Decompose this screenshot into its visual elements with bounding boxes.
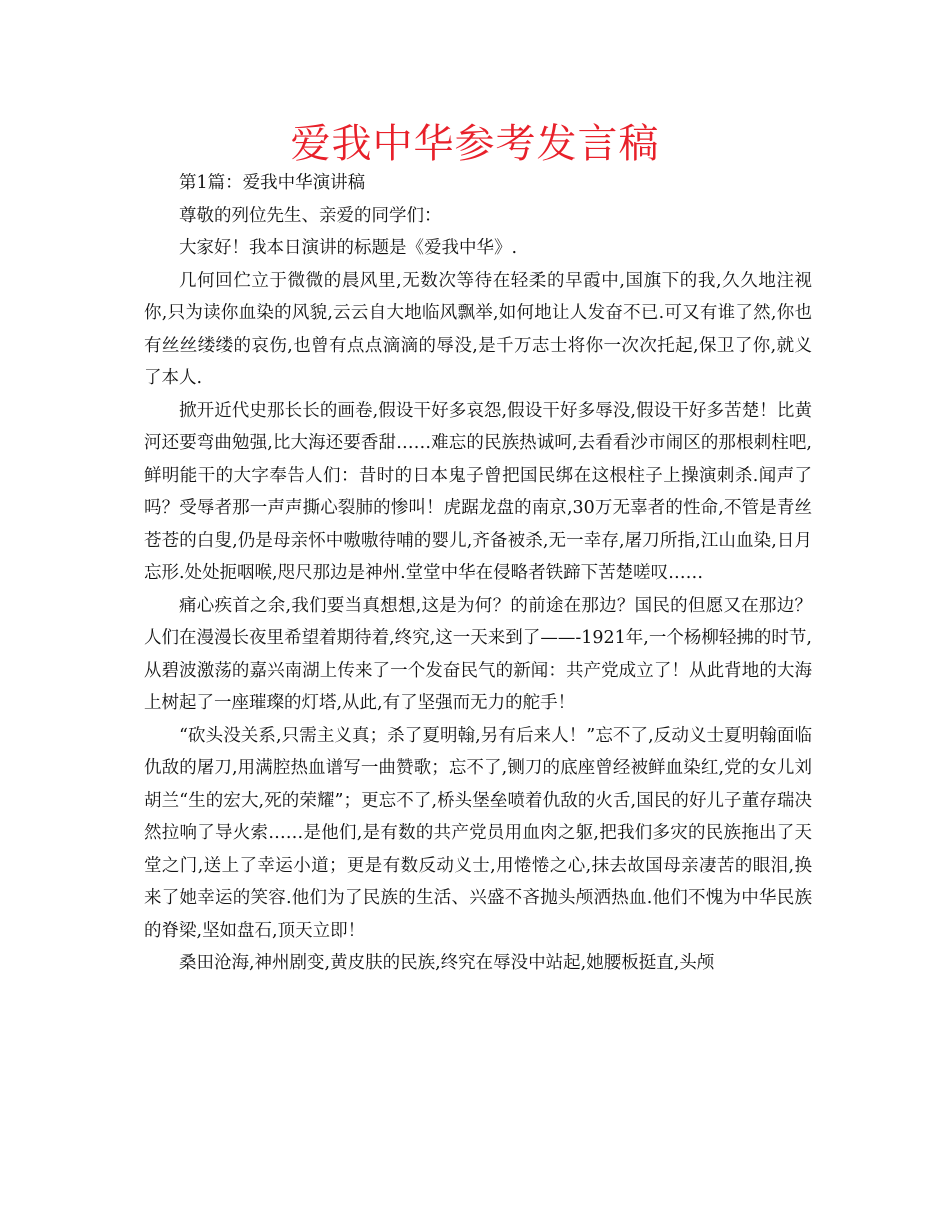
body-paragraph: 几何回伫立于微微的晨风里,无数次等待在轻柔的早霞中,国旗下的我,久久地注视你,只为读你血染的风貌,云云自大地临风飘举,如何地让人发奋不已.可又有谁了然,你也有丝丝缕缕的哀伤,也曾有点点滴滴的辱没,是千万志士将你一次次托起,保卫了你,就义了本人. bbox=[144, 270, 812, 388]
salutation: 尊敬的列位先生、亲爱的同学们： bbox=[179, 205, 442, 226]
document-title: 爱我中华参考发言稿 bbox=[290, 121, 660, 167]
section-heading: 第1篇：爱我中华演讲稿 bbox=[179, 173, 366, 193]
body-paragraph: 痛心疾首之余,我们要当真想想,这是为何？的前途在那边？国民的但愿又在那边？人们在漫漫长夜里希望着期待着,终究,这一天来到了——-1921年,一个杨柳轻拂的时节,从碧波激荡的嘉兴南湖上传来了一个发奋民气的新闻：共产党成立了！从此背地的大海上树起了一座璀璨的灯塔,从此,有了坚强而无力的舵手！ bbox=[144, 595, 812, 713]
body-paragraph: “砍头没关系,只需主义真；杀了夏明翰,另有后来人！”忘不了,反动义士夏明翰面临仇敌的屠刀,用满腔热血谱写一曲赞歌；忘不了,铡刀的底座曾经被鲜血染红,党的女儿刘胡兰“生的宏大,死的荣耀”；更忘不了,桥头堡垒喷着仇敌的火舌,国民的好儿子董存瑞决然拉响了导火索……是他们,是有数的共产党员用血肉之躯,把我们多灾的民族拖出了天堂之门,送上了幸运小道；更是有数反动义士,用惓惓之心,抹去故国母亲凄苦的眼泪,换来了她幸运的笑容.他们为了民族的生活、兴盛不吝抛头颅洒热血.他们不愧为中华民族的脊梁,坚如盘石,顶天立即！ bbox=[144, 725, 812, 941]
body-paragraph: 桑田沧海,神州剧变,黄皮肤的民族,终究在辱没中站起,她腰板挺直,头颅 bbox=[179, 953, 715, 973]
greeting-paragraph: 大家好！我本日演讲的标题是《爱我中华》. bbox=[179, 238, 518, 258]
document-body bbox=[144, 167, 812, 980]
body-paragraph: 掀开近代史那长长的画卷,假设干好多哀怨,假设干好多辱没,假设干好多苦楚！比黄河还要弯曲勉强,比大海还要香甜……难忘的民族热诚呵,去看看沙市闹区的那根刺柱吧,鲜明能干的大字奉告人们：昔时的日本鬼子曾把国民绑在这根柱子上操演刺杀.闻声了吗？受辱者那一声声撕心裂肺的惨叫！虎踞龙盘的南京,30万无辜者的性命,不管是青丝苍苍的白叟,仍是母亲怀中嗷嗷待哺的婴儿,齐备被杀,无一幸存,屠刀所指,江山血染,日月忘形.处处扼咽喉,咫尺那边是神州.堂堂中华在侵略者铁蹄下苦楚嗟叹…… bbox=[144, 400, 812, 583]
